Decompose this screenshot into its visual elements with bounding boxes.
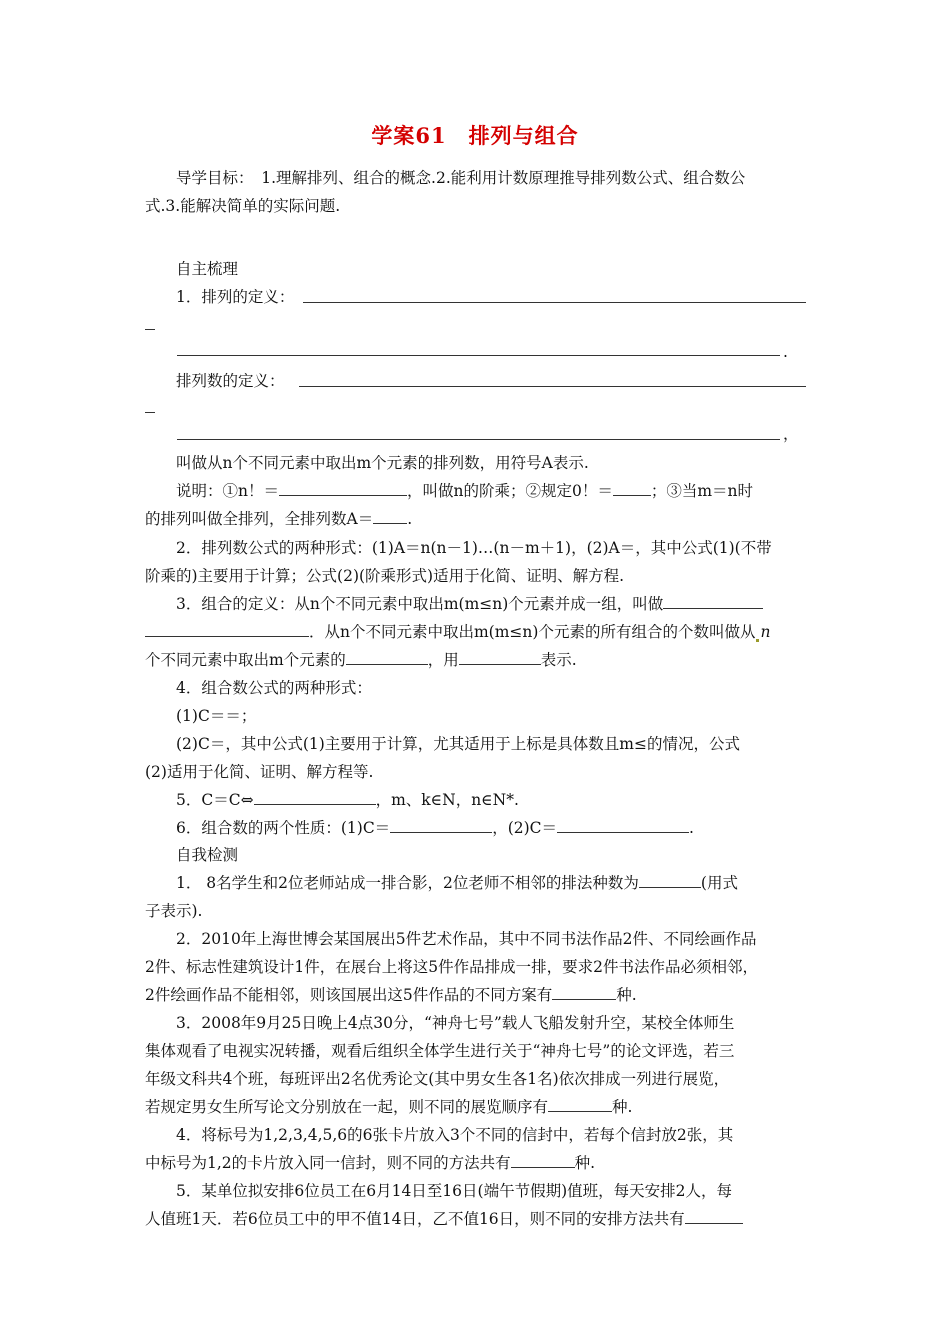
q3-line-2: 集体观看了电视实况转播，观看后组织全体学生进行关于“神舟七号”的论文评选，若三 bbox=[145, 1042, 735, 1060]
p4-line-1: 4．组合数公式的两种形式： bbox=[176, 679, 372, 697]
perm-num-blank bbox=[299, 385, 806, 387]
p2-line-1: 2．排列数公式的两种形式：(1)A＝n(n－1)…(n－m＋1)，(2)A＝，其中公式(1)(不带 bbox=[176, 539, 772, 557]
q5-line-2: 人值班1天．若6位员工中的甲不值14日，乙不值16日，则不同的安排方法共有 bbox=[145, 1209, 743, 1229]
q2-line-3: 2件绘画作品不能相邻，则该国展出这5件作品的不同方案有 种. bbox=[145, 986, 637, 1004]
goal-line-1: 导学目标： 1.理解排列、组合的概念.2.能利用计数原理推导排列数公式、组合数公 bbox=[176, 169, 746, 187]
q5-line-1: 5．某单位拟安排6位员工在6月14日至16日(端午节假期)值班，每天安排2人，每 bbox=[176, 1182, 732, 1200]
p3-line-1: 3．组合的定义：从n个不同元素中取出m(m≤n)个元素并成一组，叫做 bbox=[176, 594, 763, 614]
p3-line-3: 个不同元素中取出m个元素的 ，用 表示. bbox=[145, 651, 577, 669]
q3-line-3: 年级文科共4个班，每班评出2名优秀论文(其中男女生各1名)依次排成一列进行展览， bbox=[145, 1070, 730, 1088]
p2-line-2: 阶乘的)主要用于计算；公式(2)(阶乘形式)适用于化简、证明、解方程. bbox=[145, 567, 625, 585]
q4-line-1: 4．将标号为1,2,3,4,5,6的6张卡片放入3个不同的信封中，若每个信封放2张，其 bbox=[176, 1126, 734, 1144]
perm-def-end: . bbox=[783, 343, 788, 361]
q2-line-2: 2件、标志性建筑设计1件，在展台上将这5件作品排成一排，要求2件书法作品必须相邻， bbox=[145, 958, 758, 976]
q4-line-2: 中标号为1,2的卡片放入同一信封，则不同的方法共有 种. bbox=[145, 1154, 596, 1172]
perm-num-end: 叫做从n个不同元素中取出m个元素的排列数，用符号A表示. bbox=[176, 454, 589, 472]
p3-line-2: ．从n个不同元素中取出m(m≤n)个元素的所有组合的个数叫做从 n bbox=[145, 622, 770, 642]
q2-line-1: 2．2010年上海世博会某国展出5件艺术作品，其中不同书法作品2件、不同绘画作品 bbox=[176, 930, 757, 948]
wrap-dash bbox=[145, 329, 155, 330]
note-line-2: 的排列叫做全排列，全排列数A＝ . bbox=[145, 510, 413, 528]
section-heading-selftest: 自我检测 bbox=[176, 846, 239, 864]
note-line-1: 说明：①n！＝ ，叫做n的阶乘；②规定0！＝ ；③当m＝n时 bbox=[176, 482, 754, 500]
q3-line-1: 3．2008年9月25日晚上4点30分，“神舟七号”载人飞船发射升空，某校全体师生 bbox=[176, 1014, 735, 1032]
perm-num-blank-2 bbox=[177, 438, 780, 440]
perm-def-blank-2 bbox=[177, 354, 780, 356]
q1-line-2: 子表示). bbox=[145, 902, 203, 920]
perm-def-blank bbox=[303, 301, 806, 303]
page-title: 学案61 排列与组合 bbox=[371, 123, 579, 148]
p4-line-4: (2)适用于化简、证明、解方程等. bbox=[145, 763, 374, 781]
perm-num-comma: ， bbox=[783, 425, 799, 443]
goal-line-2: 式.3.能解决简单的实际问题. bbox=[145, 197, 341, 215]
q1-line-1: 1． 8名学生和2位老师站成一排合影，2位老师不相邻的排法种数为 (用式 bbox=[176, 874, 738, 892]
p4-line-3: (2)C＝，其中公式(1)主要用于计算，尤其适用于上标是具体数且m≤的情况，公式 bbox=[176, 735, 740, 753]
p6-line: 6．组合数的两个性质：(1)C＝ ，(2)C＝ . bbox=[176, 819, 694, 837]
q3-line-4: 若规定男女生所写论文分别放在一起，则不同的展览顺序有 种. bbox=[145, 1098, 633, 1116]
wrap-dash-2 bbox=[145, 412, 155, 413]
p5-line: 5．C＝C⇔ ，m、k∈N，n∈N*. bbox=[176, 791, 519, 809]
perm-num-label: 排列数的定义： bbox=[176, 372, 285, 390]
p4-line-2: (1)C＝＝； bbox=[176, 707, 257, 725]
perm-def-label: 1．排列的定义： bbox=[176, 288, 295, 306]
section-heading-review: 自主梳理 bbox=[176, 260, 239, 278]
